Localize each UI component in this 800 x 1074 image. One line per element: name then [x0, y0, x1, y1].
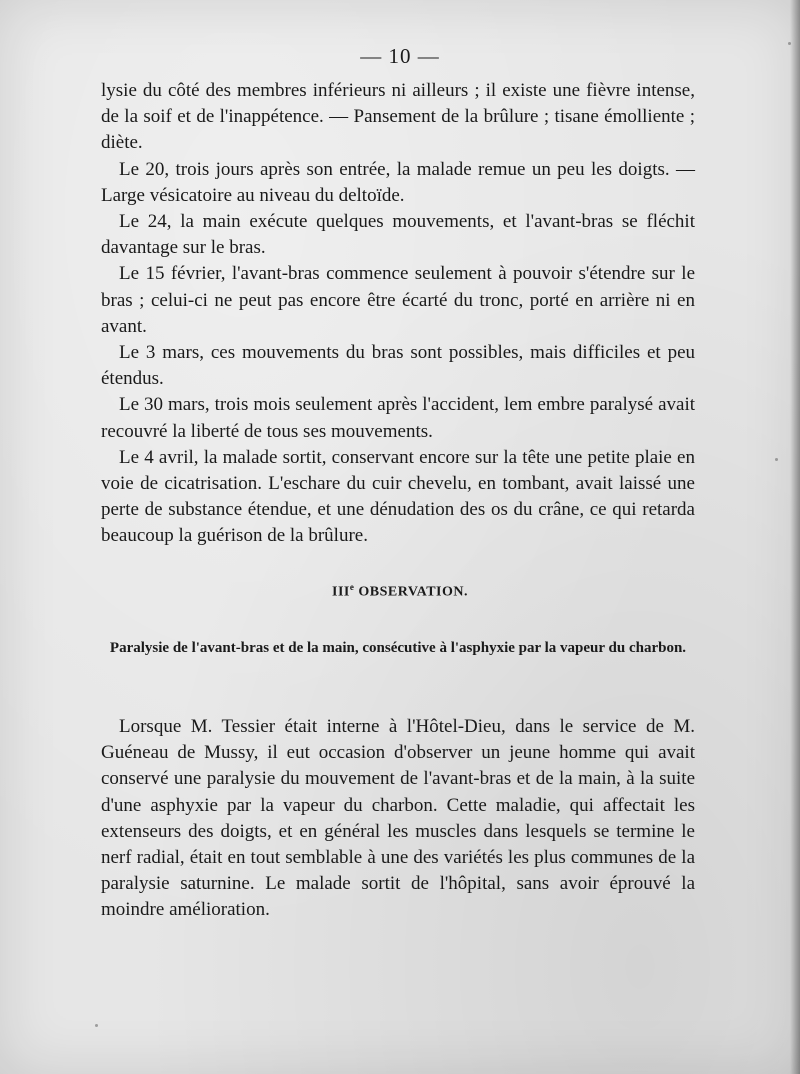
- paragraph: Le 24, la main exécute quelques mouvements, et l'avant-bras se fléchit davantage sur le bras.: [101, 211, 695, 259]
- paragraph: lysie du côté des membres inférieurs ni ailleurs ; il existe une fièvre intense, de la soif et de l'inappétence. — Pansement de la brûlure ; tisane émolliente ; diète.: [101, 80, 695, 154]
- paragraph: Lorsque M. Tessier était interne à l'Hôtel-Dieu, dans le service de M. Guéneau de Mussy, il eut occasion d'observer un jeune homme qui avait conservé une paralysie du mouvement de l'avant-bras et de la main, à la suite d'une asphyxie par la vapeur du charbon. Cette maladie, qui affectait les extenseurs des doigts, et en général les muscles dans lesquels se termine le nerf radial, était en tout semblable à une des variétés les plus communes de la paralysie saturnine. Le malade sortit de l'hôpital, sans avoir éprouvé la moindre amélioration.: [101, 716, 695, 921]
- paragraph: Le 30 mars, trois mois seulement après l'accident, lem embre paralysé avait recouvré la liberté de tous ses mouvements.: [101, 394, 695, 442]
- observation-title: OBSERVATION.: [358, 584, 468, 600]
- observation-body-text: [101, 714, 695, 924]
- observation-number: III: [332, 584, 350, 600]
- paper-speck: [788, 42, 791, 45]
- observation-subtitle: Paralysie de l'avant-bras et de la main, consécutive à l'asphyxie par la vapeur du charbon.: [109, 640, 687, 656]
- observation-heading: [0, 582, 800, 601]
- paragraph: Le 3 mars, ces mouvements du bras sont possibles, mais difficiles et peu étendus.: [101, 342, 695, 390]
- case-continuation-text: [101, 78, 695, 550]
- paragraph: Le 4 avril, la malade sortit, conservant encore sur la tête une petite plaie en voie de cicatrisation. L'eschare du cuir chevelu, en tombant, avait laissé une perte de substance étendue, et une dénudation des os du crâne, ce qui retarda beaucoup la guérison de la brûlure.: [101, 446, 695, 547]
- paragraph: Le 15 février, l'avant-bras commence seulement à pouvoir s'étendre sur le bras ; celui-ci ne peut pas encore être écarté du tronc, porté en arrière ni en avant.: [101, 263, 695, 337]
- paper-speck: [775, 458, 778, 461]
- paragraph: Le 20, trois jours après son entrée, la malade remue un peu les doigts. — Large vésicatoire au niveau du deltoïde.: [101, 158, 695, 206]
- page-number: — 10 —: [360, 44, 440, 68]
- page-edge-shadow: [790, 0, 800, 1074]
- observation-number-suffix: e: [349, 582, 355, 592]
- paper-speck: [95, 1024, 98, 1027]
